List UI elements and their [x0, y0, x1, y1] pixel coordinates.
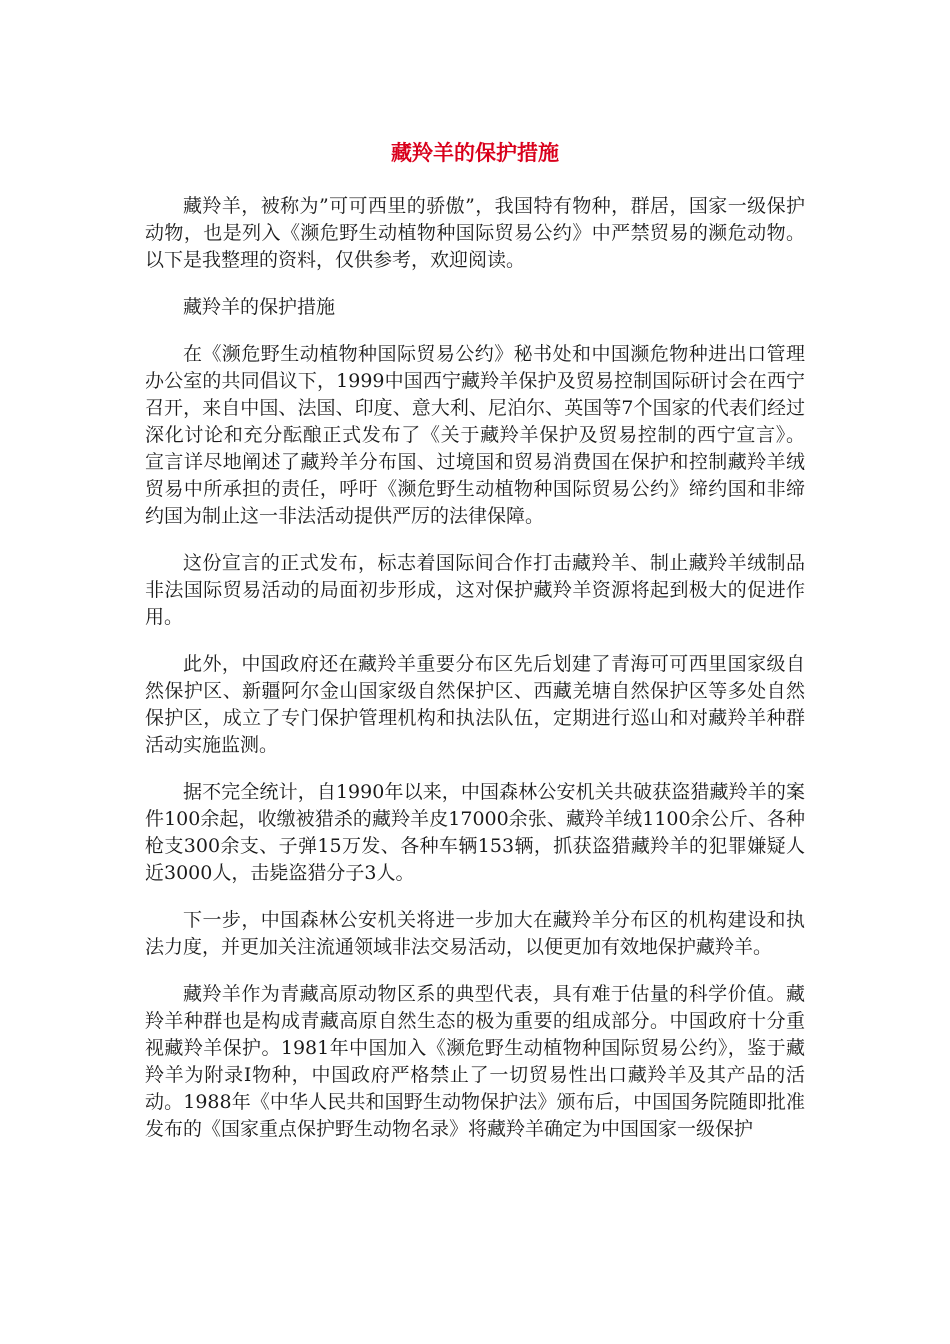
- paragraph-declaration-significance: 这份宣言的正式发布，标志着国际间合作打击藏羚羊、制止藏羚羊绒制品非法国际贸易活动的局面初步形成，这对保护藏羚羊资源将起到极大的促进作用。: [145, 552, 805, 628]
- paragraph-statistics: 据不完全统计，自1990年以来，中国森林公安机关共破获盗猎藏羚羊的案件100余起，收缴被猎杀的藏羚羊皮17000余张、藏羚羊绒1100余公斤、各种枪支300余支、子弹15万发、各种车辆153辆，抓获盗猎藏羚羊的犯罪嫌疑人近3000人，击毙盗猎分子3人。: [145, 781, 805, 884]
- paragraph-intro: 藏羚羊，被称为”可可西里的骄傲”，我国特有物种，群居，国家一级保护动物，也是列入《濒危野生动植物种国际贸易公约》中严禁贸易的濒危动物。以下是我整理的资料，仅供参考，欢迎阅读。: [145, 195, 805, 271]
- paragraph-xining-declaration: 在《濒危野生动植物种国际贸易公约》秘书处和中国濒危物种进出口管理办公室的共同倡议下，1999中国西宁藏羚羊保护及贸易控制国际研讨会在西宁召开，来自中国、法国、印度、意大利、尼泊尔、英国等7个国家的代表们经过深化讨论和充分酝酿正式发布了《关于藏羚羊保护及贸易控制的西宁宣言》。 宣言详尽地阐述了藏羚羊分布国、过境国和贸易消费国在保护和控制藏羚羊绒贸易中所承担的责任，呼吁《濒危野生动植物种国际贸易公约》缔约国和非缔约国为制止这一非法活动提供严厉的法律保障。: [145, 343, 805, 527]
- document-body: [145, 193, 805, 1163]
- paragraph-next-steps: 下一步，中国森林公安机关将进一步加大在藏羚羊分布区的机构建设和执法力度，并更加关注流通领域非法交易活动，以便更加有效地保护藏羚羊。: [145, 909, 805, 958]
- paragraph-subheading: 藏羚羊的保护措施: [183, 296, 336, 318]
- paragraph-nature-reserves: 此外，中国政府还在藏羚羊重要分布区先后划建了青海可可西里国家级自然保护区、新疆阿尔金山国家级自然保护区、西藏羌塘自然保护区等多处自然保护区，成立了专门保护管理机构和执法队伍，定期进行巡山和对藏羚羊种群活动实施监测。: [145, 653, 805, 756]
- paragraph-scientific-value: 藏羚羊作为青藏高原动物区系的典型代表，具有难于估量的科学价值。藏羚羊种群也是构成青藏高原自然生态的极为重要的组成部分。中国政府十分重视藏羚羊保护。1981年中国加入《濒危野生动植物种国际贸易公约》，鉴于藏羚羊为附录Ⅰ物种，中国政府严格禁止了一切贸易性出口藏羚羊及其产品的活动。1988年《中华人民共和国野生动物保护法》颁布后，中国国务院随即批准发布的《国家重点保护野生动物名录》将藏羚羊确定为中国国家一级保护: [145, 983, 805, 1140]
- document-title: 藏羚羊的保护措施: [391, 141, 559, 165]
